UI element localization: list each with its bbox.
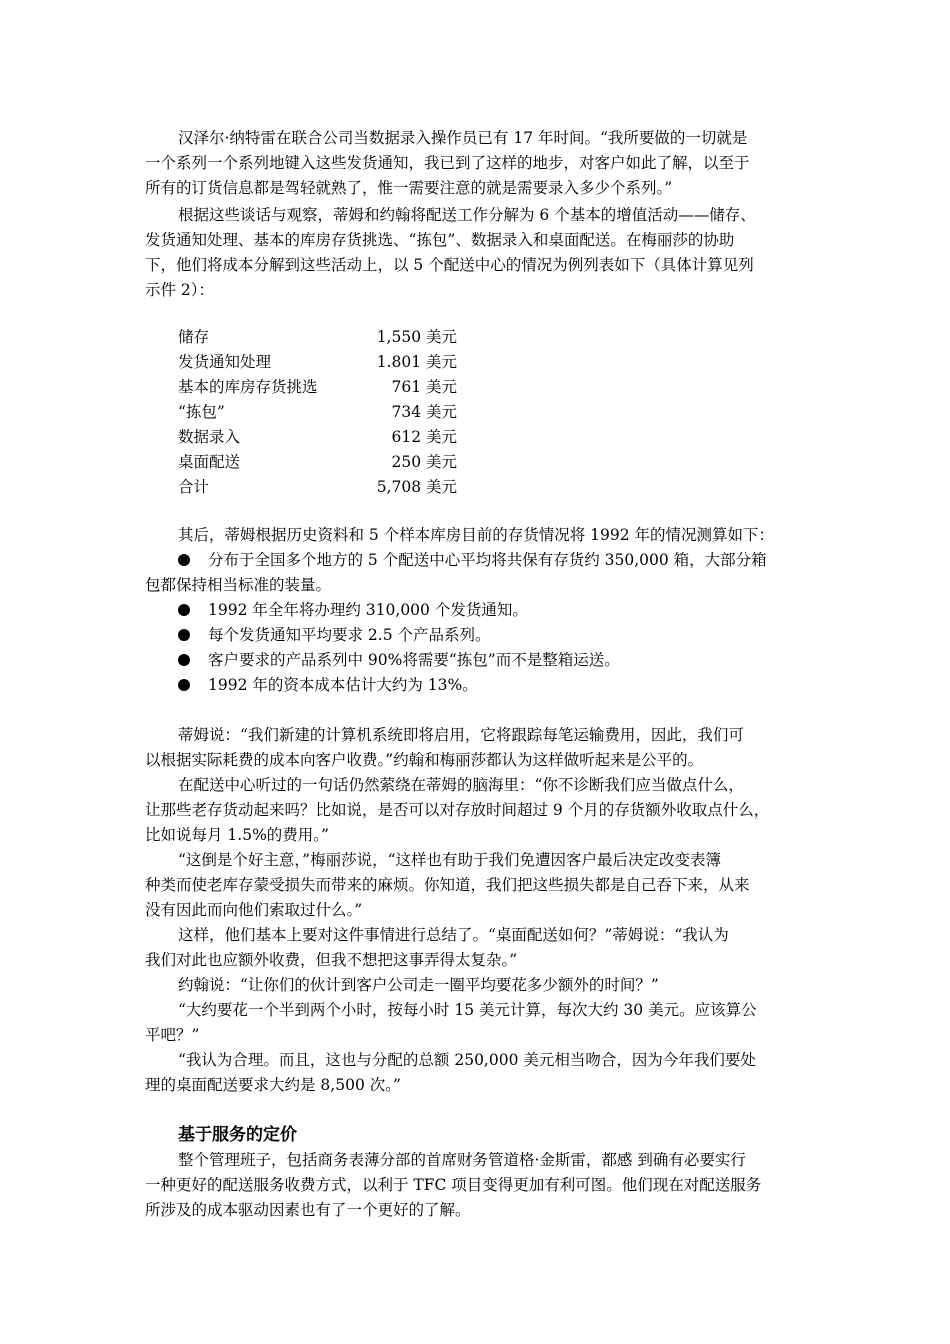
para2-line3: 下，他们将成本分解到这些活动上，以 5 个配送中心的情况为例列表如下（具体计算见列 [145, 256, 754, 274]
para2-line4: 示件 2）： [145, 281, 215, 299]
cost-amount: 734 美元 [391, 403, 457, 421]
bullet-item-5: 1992 年的资本成本估计大约为 13%。 [208, 676, 478, 694]
cost-activity: 发货通知处理 [178, 353, 272, 371]
para1-line3: 所有的订货信息都是驾轻就熟了，惟一需要注意的就是需要录入多少个系列。” [145, 179, 673, 197]
bullet-icon [178, 654, 190, 666]
cost-activity: 储存 [178, 328, 210, 346]
cost-amount: 612 美元 [391, 428, 457, 446]
para5-line1: 在配送中心听过的一句话仍然萦绕在蒂姆的脑海里：“你不诊断我们应当做点什么， [178, 776, 744, 794]
bullet-item-4: 客户要求的产品系列中 90%将需要“拣包”而不是整箱运送。 [208, 651, 620, 669]
section-heading: 基于服务的定价 [178, 1125, 297, 1145]
para9-line1: “大约要花一个半到两个小时，按每小时 15 美元计算，每次大约 30 美元。应该算公 [178, 1001, 757, 1019]
cost-amount: 761 美元 [391, 378, 457, 396]
para6-line2: 种类而使老库存蒙受损失而带来的麻烦。你知道，我们把这些损失都是自己吞下来，从来 [145, 876, 750, 894]
para6-line3: 没有因此而向他们索取过什么。” [145, 901, 363, 919]
para5-line2: 让那些老存货动起来吗？比如说，是否可以对存放时间超过 9 个月的存货额外收取点什么， [145, 801, 770, 819]
para11-line3: 所涉及的成本驱动因素也有了一个更好的了解。 [145, 1201, 471, 1219]
cost-activity: 基本的库房存货挑选 [178, 378, 318, 396]
para2-line2: 发货通知处理、基本的库房存货挑选、“拣包”、数据录入和桌面配送。在梅丽莎的协助 [145, 231, 735, 249]
bullet-icon [178, 629, 190, 641]
para4-line2: 以根据实际耗费的成本向客户收费。”约翰和梅丽莎都认为这样做听起来是公平的。 [145, 751, 704, 769]
para1-line1: 汉泽尔·纳特雷在联合公司当数据录入操作员已有 17 年时间。“我所要做的一切就是 [178, 129, 748, 147]
cost-amount: 250 美元 [391, 453, 457, 471]
para1-line2: 一个系列一个系列地键入这些发货通知，我已到了这样的地步，对客户如此了解，以至于 [145, 154, 750, 172]
bullet-item-1-cont: 包都保持相当标准的装量。 [145, 576, 332, 594]
para10-line2: 理的桌面配送要求大约是 8,500 次。” [145, 1076, 401, 1094]
para9-line2: 平吧？” [145, 1026, 200, 1044]
para10-line1: “我认为合理。而且，这也与分配的总额 250,000 美元相当吻合，因为今年我们要处 [178, 1051, 756, 1069]
cost-activity: “拣包” [178, 403, 225, 421]
para7-line2: 我们对此也应额外收费，但我不想把这事弄得太复杂。” [145, 951, 518, 969]
para8: 约翰说：“让你们的伙计到客户公司走一圈平均要花多少额外的时间？” [178, 976, 659, 994]
para4-line1: 蒂姆说：“我们新建的计算机系统即将启用，它将跟踪每笔运输费用，因此，我们可 [178, 726, 744, 744]
bullet-item-1: 分布于全国多个地方的 5 个配送中心平均将共保有存货约 350,000 箱，大部分箱 [208, 551, 767, 569]
bullet-icon [178, 604, 190, 616]
para11-line2: 一种更好的配送服务收费方式，以利于 TFC 项目变得更加有利可图。他们现在对配送服务 [145, 1176, 762, 1194]
para2-line1: 根据这些谈话与观察，蒂姆和约翰将配送工作分解为 6 个基本的增值活动——储存、 [178, 206, 756, 224]
para6-line1: “这倒是个好主意，”梅丽莎说，“这样也有助于我们免遭因客户最后决定改变表簿 [178, 851, 722, 869]
cost-activity: 桌面配送 [178, 453, 241, 471]
bullet-icon [178, 554, 190, 566]
bullet-item-3: 每个发货通知平均要求 2.5 个产品系列。 [208, 626, 491, 644]
cost-amount: 1.801 美元 [376, 353, 457, 371]
para7-line1: 这样，他们基本上要对这件事情进行总结了。“桌面配送如何？”蒂姆说：“我认为 [178, 926, 729, 944]
cost-activity: 数据录入 [178, 428, 241, 446]
bullet-icon [178, 679, 190, 691]
cost-amount: 1,550 美元 [376, 328, 457, 346]
para5-line3: 比如说每月 1.5%的费用。” [145, 826, 329, 844]
para11-line1: 整个管理班子，包括商务表薄分部的首席财务管道格·金斯雷，都感 到确有必要实行 [178, 1151, 746, 1169]
cost-total-amount: 5,708 美元 [376, 478, 457, 496]
bullet-item-2: 1992 年全年将办理约 310,000 个发货通知。 [208, 601, 528, 619]
cost-total-label: 合计 [178, 478, 210, 496]
para3: 其后，蒂姆根据历史资料和 5 个样本库房目前的存货情况将 1992 年的情况测算如下： [178, 526, 775, 544]
